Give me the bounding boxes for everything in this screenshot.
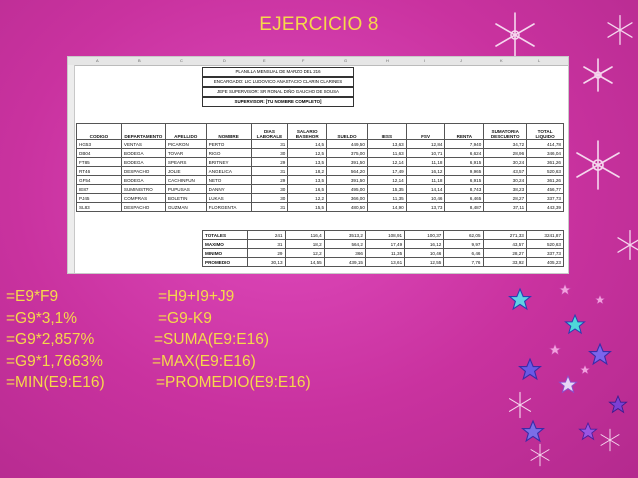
summary-cell: 29 — [248, 249, 285, 258]
summary-cell: 405,23 — [526, 258, 563, 267]
table-cell: 361,26 — [527, 176, 564, 185]
table-header: IESS — [367, 124, 406, 140]
table-cell: BRITNEY — [206, 158, 251, 167]
table-cell: 366,00 — [327, 194, 368, 203]
table-cell: 15,5 — [288, 203, 327, 212]
table-row — [77, 185, 564, 194]
summary-cell: 10,46 — [405, 249, 444, 258]
summary-row — [203, 258, 564, 267]
table-cell: HG53 — [77, 140, 122, 149]
summary-cell: 12,55 — [405, 258, 444, 267]
table-cell: 37,11 — [484, 203, 527, 212]
header-line: PLANILLA MENSUAL DE MARZO DEL 216 — [202, 67, 354, 77]
table-cell: 449,50 — [327, 140, 368, 149]
summary-cell: 241 — [248, 231, 285, 240]
table-cell: 11,18 — [406, 158, 445, 167]
summary-cell: 28,27 — [483, 249, 526, 258]
table-header: SUMATORIA DESCUENTO — [484, 124, 527, 140]
column-label: B — [138, 58, 141, 63]
table-header: FSV — [406, 124, 445, 140]
table-cell: 43,57 — [484, 167, 527, 176]
table-cell: DESPACHO — [121, 203, 165, 212]
table-cell: 12,14 — [367, 158, 406, 167]
column-label: L — [538, 58, 541, 63]
summary-cell: 6,46 — [444, 249, 483, 258]
table-header: CODIGO — [77, 124, 122, 140]
formula-left: =G9*2,857% — [6, 331, 95, 349]
table-cell: DANNY — [206, 185, 251, 194]
table-cell: RT46 — [77, 167, 122, 176]
summary-cell: MAXIMO — [203, 240, 248, 249]
table-cell: 15,35 — [367, 185, 406, 194]
table-cell: BOLETIN — [165, 194, 206, 203]
table-cell: 346,04 — [527, 149, 564, 158]
table-cell: LUKAS — [206, 194, 251, 203]
table-cell: 391,50 — [327, 176, 368, 185]
table-cell: 13,63 — [367, 140, 406, 149]
table-header: APELLIDO — [165, 124, 206, 140]
table-cell: 29 — [251, 158, 288, 167]
formula-left: =G9*3,1% — [6, 309, 78, 327]
table-cell: DB04 — [77, 149, 122, 158]
table-cell: 17,49 — [367, 167, 406, 176]
header-line: JEFE SUPERVISOR: SR RONAL DIÑO GAUCHO DE SOUSA — [202, 87, 354, 97]
table-cell: 6,624 — [445, 149, 484, 158]
column-label: K — [500, 58, 503, 63]
table-cell: 375,00 — [327, 149, 368, 158]
column-label: G — [344, 58, 348, 63]
table-cell: 414,78 — [527, 140, 564, 149]
table-header: DEPARTAMENTO — [121, 124, 165, 140]
table-cell: 13,73 — [406, 203, 445, 212]
column-label: D — [223, 58, 226, 63]
table-cell: 11,18 — [406, 176, 445, 185]
table-cell: GF54 — [77, 176, 122, 185]
table-cell: 8,487 — [445, 203, 484, 212]
table-cell: 337,73 — [527, 194, 564, 203]
summary-cell: 14,55 — [285, 258, 324, 267]
table-cell: VENTAS — [121, 140, 165, 149]
summary-cell: 17,49 — [365, 240, 404, 249]
header-line: ENCARGADO: LIC LUDOVICO ANASTACIO CLARIN CLARINES — [202, 77, 354, 87]
column-label: I — [424, 58, 426, 63]
table-cell: 391,50 — [327, 158, 368, 167]
table-cell: PJ45 — [77, 194, 122, 203]
summary-cell: 9,97 — [444, 240, 483, 249]
table-cell: 12,2 — [288, 194, 327, 203]
formula-right: =H9+I9+J9 — [158, 288, 235, 305]
formula-right: =PROMEDIO(E9:E16) — [156, 374, 311, 392]
table-cell: NETO — [206, 176, 251, 185]
column-label: C — [180, 58, 183, 63]
table-cell: 30 — [251, 194, 288, 203]
table-cell: 30 — [251, 185, 288, 194]
summary-cell: PROMEDIO — [203, 258, 248, 267]
column-label: H — [386, 58, 389, 63]
summary-cell: 43,57 — [483, 240, 526, 249]
table-cell: BODEGA — [121, 176, 165, 185]
table-cell: 443,39 — [527, 203, 564, 212]
table-cell: 28,27 — [484, 194, 527, 203]
formula-right: =SUMA(E9:E16) — [154, 331, 270, 349]
table-cell: 29 — [251, 176, 288, 185]
table-cell: JOLIE — [165, 167, 206, 176]
table-cell: TOVAR — [165, 149, 206, 158]
summary-cell: 520,63 — [526, 240, 563, 249]
table-cell: 28,96 — [484, 149, 527, 158]
summary-cell: MINIMO — [203, 249, 248, 258]
formula-left: =G9*1,7663% — [6, 352, 103, 370]
table-header: SALARIO BASEHOR — [288, 124, 327, 140]
summary-cell: 18,2 — [285, 240, 324, 249]
table-row — [77, 176, 564, 185]
table-cell: 11,35 — [367, 194, 406, 203]
table-row — [77, 203, 564, 212]
table-cell: 8,743 — [445, 185, 484, 194]
table-cell: FT85 — [77, 158, 122, 167]
formula-right: =MAX(E9:E16) — [152, 352, 256, 370]
table-cell: FLORGENTA — [206, 203, 251, 212]
summary-cell: 271,33 — [483, 231, 526, 240]
table-cell: 6,915 — [445, 158, 484, 167]
column-label: J — [460, 58, 462, 63]
table-cell: 9,965 — [445, 167, 484, 176]
table-cell: RIGO — [206, 149, 251, 158]
summary-cell: 116,4 — [285, 231, 324, 240]
table-cell: 30 — [251, 149, 288, 158]
table-cell: BODEGA — [121, 158, 165, 167]
table-cell: 16,5 — [288, 185, 327, 194]
table-row — [77, 158, 564, 167]
table-header: RENTA — [445, 124, 484, 140]
table-cell: COMPRAS — [121, 194, 165, 203]
table-cell: 30,24 — [484, 176, 527, 185]
column-label: E — [263, 58, 266, 63]
table-header: DIAS LABORALE — [251, 124, 288, 140]
summary-row — [203, 231, 564, 240]
formula-left: =E9*F9 — [6, 288, 59, 305]
table-cell: 12,14 — [367, 176, 406, 185]
summary-cell: TOTALES — [203, 231, 248, 240]
table-cell: 10,71 — [406, 149, 445, 158]
summary-cell: 564,2 — [324, 240, 365, 249]
table-row — [77, 149, 564, 158]
formula-right: =G9-K9 — [158, 309, 212, 327]
table-cell: 14,5 — [288, 140, 327, 149]
payroll-table — [76, 123, 564, 212]
table-cell: BODEGA — [121, 149, 165, 158]
table-cell: 16,12 — [406, 167, 445, 176]
summary-cell: 337,73 — [526, 249, 563, 258]
table-header: TOTAL LIQUIDO — [527, 124, 564, 140]
table-cell: CACHINFUN — [165, 176, 206, 185]
table-cell: 12,84 — [406, 140, 445, 149]
summary-cell: 439,15 — [324, 258, 365, 267]
summary-cell: 7,76 — [444, 258, 483, 267]
table-cell: 6,915 — [445, 176, 484, 185]
table-cell: GUZMAN — [165, 203, 206, 212]
summary-cell: 13,61 — [365, 258, 404, 267]
table-cell: 38,23 — [484, 185, 527, 194]
table-cell: 456,77 — [527, 185, 564, 194]
table-cell: DESPACHO — [121, 167, 165, 176]
summary-table — [202, 230, 564, 267]
table-cell: PUPUSAS — [165, 185, 206, 194]
table-cell: PICARON — [165, 140, 206, 149]
table-cell: 13,5 — [288, 158, 327, 167]
table-cell: 31 — [251, 203, 288, 212]
table-cell: 34,72 — [484, 140, 527, 149]
row-number-gutter — [68, 65, 75, 273]
table-cell: 18,2 — [288, 167, 327, 176]
summary-cell: 12,2 — [285, 249, 324, 258]
table-cell: 31 — [251, 167, 288, 176]
table-cell: SPEARS — [165, 158, 206, 167]
column-label: A — [96, 58, 99, 63]
formula-left: =MIN(E9:E16) — [6, 374, 105, 392]
column-header-bar — [68, 57, 568, 66]
table-cell: SUMINISTRO — [121, 185, 165, 194]
summary-cell: 100,37 — [405, 231, 444, 240]
header-line: SUPERVISOR: [TU NOMBRE COMPLETO] — [202, 97, 354, 107]
summary-cell: 366 — [324, 249, 365, 258]
table-cell: 12,5 — [288, 149, 327, 158]
table-cell: 520,63 — [527, 167, 564, 176]
table-cell: 11,63 — [367, 149, 406, 158]
summary-cell: 62,05 — [444, 231, 483, 240]
summary-cell: 108,91 — [365, 231, 404, 240]
summary-cell: 31 — [248, 240, 285, 249]
table-cell: 31 — [251, 140, 288, 149]
table-cell: 30,24 — [484, 158, 527, 167]
table-cell: 564,20 — [327, 167, 368, 176]
table-cell: ANGELICA — [206, 167, 251, 176]
table-cell: 13,5 — [288, 176, 327, 185]
table-cell: PERTO — [206, 140, 251, 149]
summary-cell: 11,35 — [365, 249, 404, 258]
table-cell: 14,90 — [367, 203, 406, 212]
table-cell: 361,26 — [527, 158, 564, 167]
summary-row — [203, 240, 564, 249]
table-header: NOMBRE — [206, 124, 251, 140]
table-cell: 14,14 — [406, 185, 445, 194]
slide-title: EJERCICIO 8 — [259, 14, 379, 35]
table-cell: 10,46 — [406, 194, 445, 203]
table-cell: IE87 — [77, 185, 122, 194]
summary-cell: 3241,87 — [526, 231, 563, 240]
table-cell: SL83 — [77, 203, 122, 212]
summary-cell: 33,92 — [483, 258, 526, 267]
table-row — [77, 167, 564, 176]
table-row — [77, 140, 564, 149]
column-label: F — [302, 58, 305, 63]
table-row — [77, 194, 564, 203]
spreadsheet-image — [67, 56, 569, 274]
table-cell: 495,00 — [327, 185, 368, 194]
table-cell: 7,940 — [445, 140, 484, 149]
table-header: SUELDO — [327, 124, 368, 140]
table-cell: 6,465 — [445, 194, 484, 203]
table-cell: 480,50 — [327, 203, 368, 212]
summary-cell: 30,13 — [248, 258, 285, 267]
summary-cell: 3513,2 — [324, 231, 365, 240]
summary-cell: 16,12 — [405, 240, 444, 249]
summary-row — [203, 249, 564, 258]
